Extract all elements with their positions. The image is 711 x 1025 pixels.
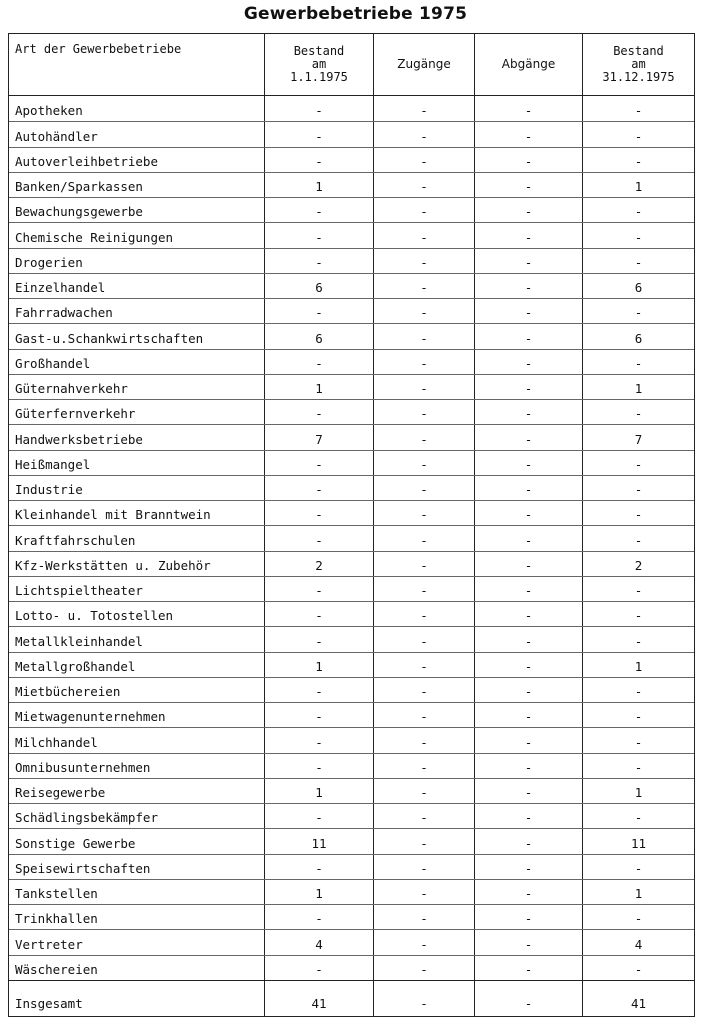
row-label: Reisegewerbe [15,786,106,800]
cell-bestand-ende: - [634,734,643,750]
table-row [9,652,694,678]
cell-bestand-anfang: - [315,860,323,876]
page-title: Gewerbebetriebe 1975 [243,4,468,24]
cell-bestand-ende: 1 [634,658,643,674]
row-label: Banken/Sparkassen [15,180,143,194]
cell-zugaenge: - [420,911,428,927]
row-label: Mietwagenunternehmen [15,710,166,725]
row-label: Güternahverkehr [15,382,128,396]
cell-abgaenge: - [524,785,533,800]
cell-abgaenge: - [524,532,533,548]
cell-bestand-anfang: - [315,911,323,927]
cell-zugaenge: - [420,179,428,194]
cell-bestand-anfang: - [315,507,323,523]
cell-bestand-anfang: - [315,684,323,699]
cell-bestand-anfang: - [315,532,323,548]
cell-abgaenge: - [524,456,533,472]
cell-zugaenge: - [420,128,428,144]
cell-bestand-anfang: - [315,608,323,624]
cell-zugaenge: - [420,229,428,245]
table-row [9,147,694,173]
cell-bestand-anfang: - [315,204,323,220]
row-label: Milchhandel [15,735,98,750]
row-label: Handwerksbetriebe [15,432,143,447]
table-row [9,677,694,703]
cell-bestand-anfang: - [315,633,323,649]
cell-bestand-ende: - [634,482,643,497]
cell-abgaenge: - [524,759,533,775]
cell-zugaenge: - [420,734,428,750]
cell-bestand-anfang: 4 [315,936,323,952]
cell-abgaenge: - [524,355,533,371]
table-row [9,475,694,501]
cell-bestand-ende: - [634,583,643,598]
row-label: Speisewirtschaften [15,861,151,876]
cell-bestand-anfang: 1 [315,179,323,194]
cell-zugaenge: - [420,153,428,169]
cell-bestand-ende: - [634,860,643,876]
table-row [9,374,694,400]
row-label: Drogerien [15,255,83,270]
cell-abgaenge: - [524,507,533,523]
header-art: Art der Gewerbebetriebe [15,42,182,56]
cell-bestand-anfang: - [315,810,323,826]
cell-abgaenge: - [524,305,533,321]
cell-bestand-ende: - [634,633,643,649]
cell-bestand-anfang: - [315,355,323,371]
cell-abgaenge: - [524,633,533,649]
table-row [9,172,694,198]
cell-zugaenge: - [420,810,428,826]
cell-zugaenge: - [420,381,428,396]
cell-zugaenge: - [420,532,428,548]
cell-abgaenge: - [524,961,533,977]
cell-abgaenge: - [524,280,533,295]
row-label: Schädlingsbekämpfer [15,811,158,826]
row-label: Lichtspieltheater [15,584,143,598]
cell-zugaenge: - [420,633,428,649]
row-label: Vertreter [15,937,83,952]
header-zugaenge: Zugänge [397,57,451,71]
cell-bestand-ende: - [634,608,643,624]
row-label: Fahrradwachen [15,306,113,321]
row-label: Sonstige Gewerbe [15,836,136,851]
row-label: Güterfernverkehr [15,407,136,422]
cell-bestand-ende: - [634,759,643,775]
cell-bestand-ende: - [634,532,643,548]
cell-abgaenge: - [524,179,533,194]
cell-zugaenge: - [420,482,428,497]
cell-bestand-anfang: - [315,456,323,472]
cell-abgaenge: - [524,381,533,396]
row-label: Metallkleinhandel [15,634,143,649]
table-row [9,576,694,602]
total-zugaenge: - [420,995,428,1011]
cell-abgaenge: - [524,608,533,624]
row-label: Kleinhandel mit Branntwein [15,508,211,523]
cell-bestand-anfang: - [315,229,323,245]
cell-abgaenge: - [524,835,533,851]
cell-zugaenge: - [420,658,428,674]
cell-abgaenge: - [524,254,533,270]
total-abgaenge: - [524,995,533,1011]
table-row [9,702,694,728]
cell-bestand-ende: - [634,128,643,144]
cell-abgaenge: - [524,406,533,422]
table-row [9,626,694,652]
cell-zugaenge: - [420,608,428,624]
table-row [9,424,694,450]
table-row [9,727,694,753]
cell-abgaenge: - [524,810,533,826]
row-label: Kfz-Werkstätten u. Zubehör [15,558,211,573]
cell-bestand-anfang: 7 [315,431,323,447]
table-row [9,828,694,854]
cell-bestand-ende: 1 [634,381,643,396]
cell-bestand-ende: - [634,911,643,927]
row-label: Metallgroßhandel [15,659,136,674]
cell-zugaenge: - [420,406,428,422]
total-label: Insgesamt [15,996,83,1011]
table-row [9,879,694,905]
cell-zugaenge: - [420,583,428,598]
table-row [9,121,694,147]
cell-bestand-anfang: - [315,734,323,750]
gewerbe-table [8,33,695,1017]
cell-zugaenge: - [420,431,428,447]
cell-bestand-ende: 4 [634,936,643,952]
header-abgaenge: Abgänge [501,57,556,71]
cell-bestand-ende: - [634,810,643,826]
cell-abgaenge: - [524,734,533,750]
cell-bestand-anfang: 6 [315,280,323,295]
table-row [9,601,694,627]
row-label: Lotto- u. Totostellen [15,609,174,624]
table-row [9,273,694,299]
row-label: Wäschereien [15,962,98,977]
cell-bestand-ende: - [634,709,643,725]
row-label: Chemische Reinigungen [15,230,174,245]
row-label: Mietbüchereien [15,685,121,699]
table-row [9,96,694,122]
cell-abgaenge: - [524,658,533,674]
cell-zugaenge: - [420,961,428,977]
cell-zugaenge: - [420,785,428,800]
cell-abgaenge: - [524,911,533,927]
header-bestand-ende: Bestand am 31.12.1975 [602,44,675,84]
cell-zugaenge: - [420,557,428,573]
cell-bestand-ende: 11 [630,835,647,851]
table-row [9,197,694,223]
cell-bestand-ende: - [634,204,643,220]
cell-bestand-ende: - [634,229,643,245]
cell-abgaenge: - [524,153,533,169]
cell-zugaenge: - [420,280,428,295]
cell-bestand-ende: 7 [634,431,643,447]
table-row [9,904,694,930]
table-row [9,803,694,829]
row-label: Omnibusunternehmen [15,760,151,775]
row-label: Trinkhallen [15,912,98,927]
row-label: Heißmangel [15,457,91,472]
cell-bestand-anfang: - [315,482,323,497]
cell-bestand-ende: 1 [634,179,643,194]
table-row [9,854,694,880]
cell-abgaenge: - [524,330,533,346]
row-label: Kraftfahrschulen [15,533,136,548]
row-label: Autohändler [15,129,98,144]
cell-bestand-anfang: - [315,305,323,321]
cell-abgaenge: - [524,709,533,725]
cell-zugaenge: - [420,254,428,270]
cell-bestand-ende: - [634,103,643,119]
cell-abgaenge: - [524,431,533,447]
cell-bestand-ende: - [634,355,643,371]
cell-zugaenge: - [420,355,428,371]
cell-bestand-ende: - [634,305,643,321]
total-bestand-ende: 41 [630,995,647,1011]
row-label: Industrie [15,483,83,497]
cell-abgaenge: - [524,103,533,119]
table-row [9,778,694,804]
cell-abgaenge: - [524,128,533,144]
cell-bestand-anfang: - [315,406,323,422]
table-row [9,551,694,577]
cell-abgaenge: - [524,204,533,220]
cell-zugaenge: - [420,709,428,725]
cell-bestand-anfang: 1 [315,886,323,901]
cell-bestand-ende: - [634,153,643,169]
cell-bestand-anfang: - [315,709,323,725]
row-label: Apotheken [15,104,83,119]
table-row [9,500,694,526]
cell-zugaenge: - [420,305,428,321]
cell-bestand-ende: 1 [634,886,643,901]
cell-zugaenge: - [420,204,428,220]
cell-abgaenge: - [524,936,533,952]
cell-zugaenge: - [420,936,428,952]
cell-abgaenge: - [524,886,533,901]
cell-bestand-anfang: 1 [315,381,323,396]
cell-zugaenge: - [420,860,428,876]
table-row [9,323,694,349]
table-row [9,955,694,981]
cell-abgaenge: - [524,684,533,699]
row-label: Bewachungsgewerbe [15,205,143,220]
cell-zugaenge: - [420,835,428,851]
cell-bestand-ende: - [634,456,643,472]
row-label: Einzelhandel [15,281,106,295]
table-row [9,349,694,375]
table-row [9,450,694,476]
table-row [9,929,694,955]
cell-bestand-ende: - [634,684,643,699]
cell-zugaenge: - [420,456,428,472]
cell-bestand-ende: - [634,507,643,523]
cell-bestand-anfang: 11 [311,835,327,851]
table-row [9,248,694,274]
table-row [9,525,694,551]
cell-bestand-ende: 1 [634,785,643,800]
cell-bestand-ende: - [634,254,643,270]
cell-zugaenge: - [420,330,428,346]
table-row [9,399,694,425]
cell-bestand-anfang: 1 [315,785,323,800]
row-label: Gast-u.Schankwirtschaften [15,331,204,346]
cell-zugaenge: - [420,886,428,901]
cell-abgaenge: - [524,557,533,573]
table-row [9,222,694,248]
cell-bestand-ende: - [634,961,643,977]
cell-bestand-ende: 6 [634,330,643,346]
total-bestand-anfang: 41 [311,995,327,1011]
cell-bestand-ende: - [634,406,643,422]
cell-abgaenge: - [524,482,533,497]
cell-bestand-anfang: 6 [315,330,323,346]
table-row [9,753,694,779]
cell-bestand-anfang: - [315,153,323,169]
cell-bestand-anfang: - [315,103,323,119]
table-row [9,298,694,324]
total-row [9,980,694,1019]
cell-abgaenge: - [524,229,533,245]
cell-abgaenge: - [524,583,533,598]
cell-bestand-anfang: - [315,583,323,598]
cell-bestand-anfang: - [315,961,323,977]
cell-bestand-anfang: - [315,254,323,270]
cell-bestand-anfang: - [315,128,323,144]
cell-bestand-ende: 6 [634,280,643,295]
cell-zugaenge: - [420,684,428,699]
cell-abgaenge: - [524,860,533,876]
row-label: Autoverleihbetriebe [15,154,158,169]
cell-bestand-anfang: 2 [315,557,323,573]
cell-zugaenge: - [420,759,428,775]
cell-bestand-anfang: - [315,759,323,775]
header-bestand-anfang: Bestand am 1.1.1975 [290,44,348,84]
row-label: Tankstellen [15,887,98,901]
row-label: Großhandel [15,356,91,371]
cell-zugaenge: - [420,103,428,119]
cell-bestand-anfang: 1 [315,658,323,674]
cell-bestand-ende: 2 [634,557,643,573]
cell-zugaenge: - [420,507,428,523]
